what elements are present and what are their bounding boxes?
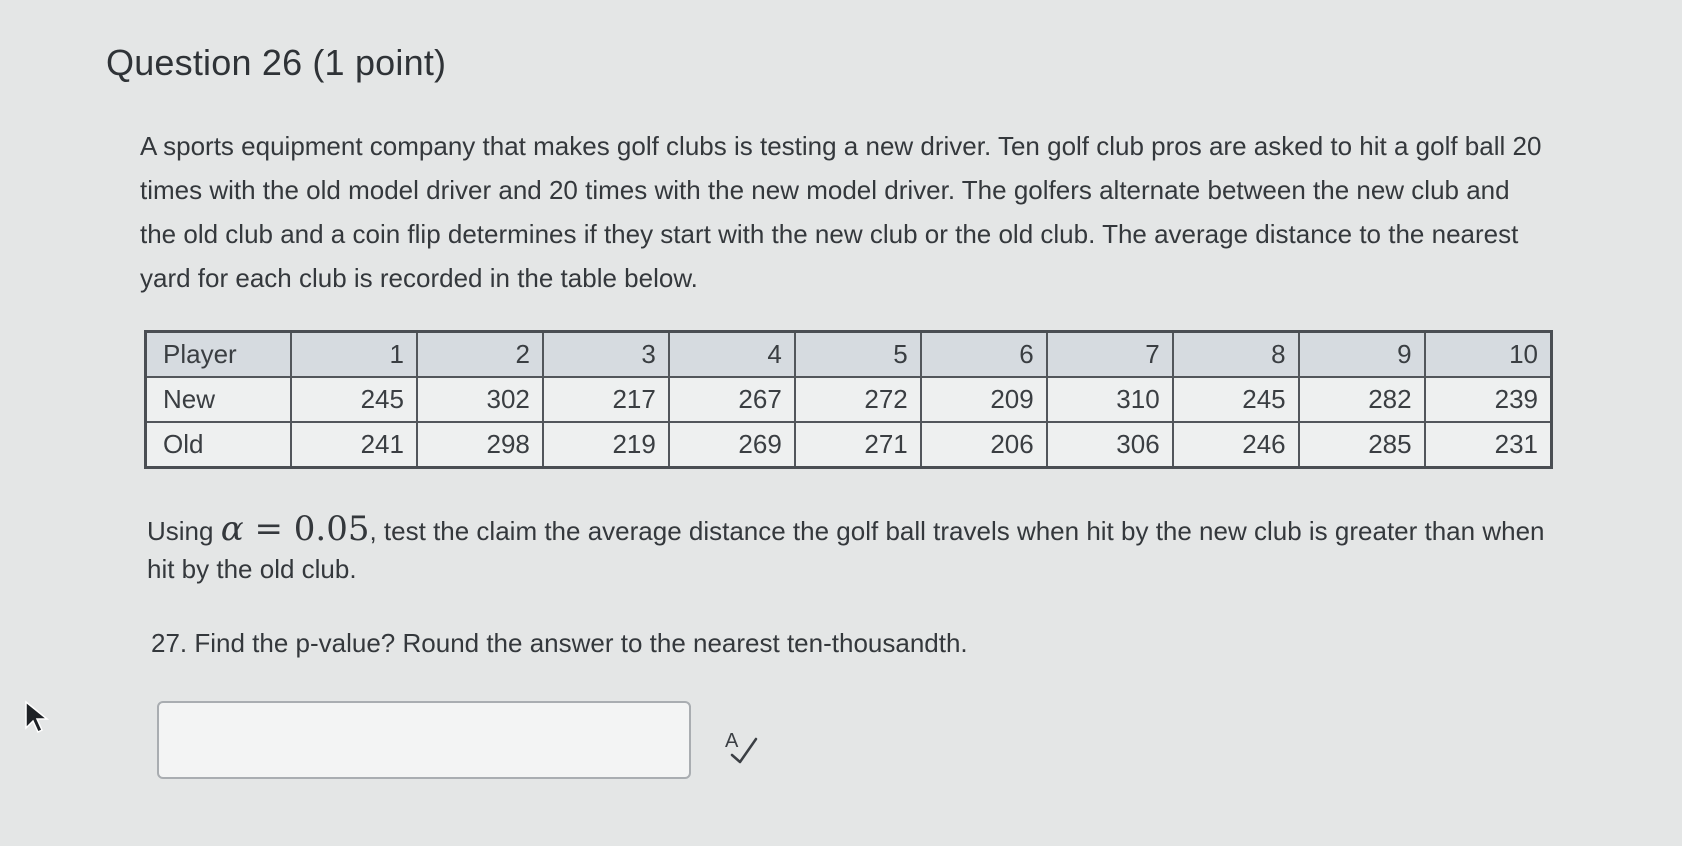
claim-lead: Using [147,516,221,546]
question-title [106,42,446,84]
table-cell: 245 [291,377,417,422]
table-header-cell: 10 [1425,332,1552,378]
table-cell: 269 [669,422,795,468]
table-cell: 245 [1173,377,1299,422]
table-cell: 302 [417,377,543,422]
table-cell: 272 [795,377,921,422]
table-cell: 206 [921,422,1047,468]
table-cell: 282 [1299,377,1425,422]
table-header-cell: 1 [291,332,417,378]
table-header-cell: 6 [921,332,1047,378]
table-cell: 246 [1173,422,1299,468]
table-row [146,422,1552,468]
table-header-cell: 7 [1047,332,1173,378]
distance-table [144,330,1553,469]
question-points: (1 point) [312,42,447,83]
table-header-cell: 8 [1173,332,1299,378]
table-header-cell: 3 [543,332,669,378]
table-cell: 267 [669,377,795,422]
alpha-expression [221,509,370,549]
table-cell: 310 [1047,377,1173,422]
table-header-row [146,332,1552,378]
table-header-cell: Player [146,332,292,378]
table-cell: 306 [1047,422,1173,468]
table-header-cell: 5 [795,332,921,378]
table-cell: 271 [795,422,921,468]
subquestion-text: 27. Find the p-value? Round the answer to the nearest ten-thousandth. [151,628,968,658]
svg-text:A: A [725,730,739,752]
question-prompt: A sports equipment company that makes golf clubs is testing a new driver. Ten golf club pros are asked to hit a golf ball 20 times with the old model driver and 20 times with the new model driver. The golfers alternate between the new club and the old club and a coin flip determines if they start with the new club or the old club. The average distance to the nearest yard for each club is recorded in the table below. [140,131,1542,293]
table-cell: 241 [291,422,417,468]
spellcheck-icon[interactable] [722,725,762,765]
claim-text [147,510,1547,588]
table-cell: 298 [417,422,543,468]
table-cell: 217 [543,377,669,422]
answer-input[interactable] [157,701,691,779]
table-cell: New [146,377,292,422]
alpha-value: 0.05 [293,509,370,549]
table-header-cell: 9 [1299,332,1425,378]
alpha-symbol: α [220,509,244,549]
table-cell: 219 [543,422,669,468]
table-row [146,377,1552,422]
table-cell: 239 [1425,377,1552,422]
equals-sign: = [243,509,294,549]
table-cell: 285 [1299,422,1425,468]
mouse-pointer-icon [23,700,53,734]
table-cell: 231 [1425,422,1552,468]
table-header-cell: 2 [417,332,543,378]
table-header-cell: 4 [669,332,795,378]
claim-rest: , test the claim the average distance the golf ball travels when hit by the new club is greater than when hit by the old club. [147,516,1545,584]
table-cell: Old [146,422,292,468]
table-cell: 209 [921,377,1047,422]
question-number: Question 26 [106,42,303,83]
